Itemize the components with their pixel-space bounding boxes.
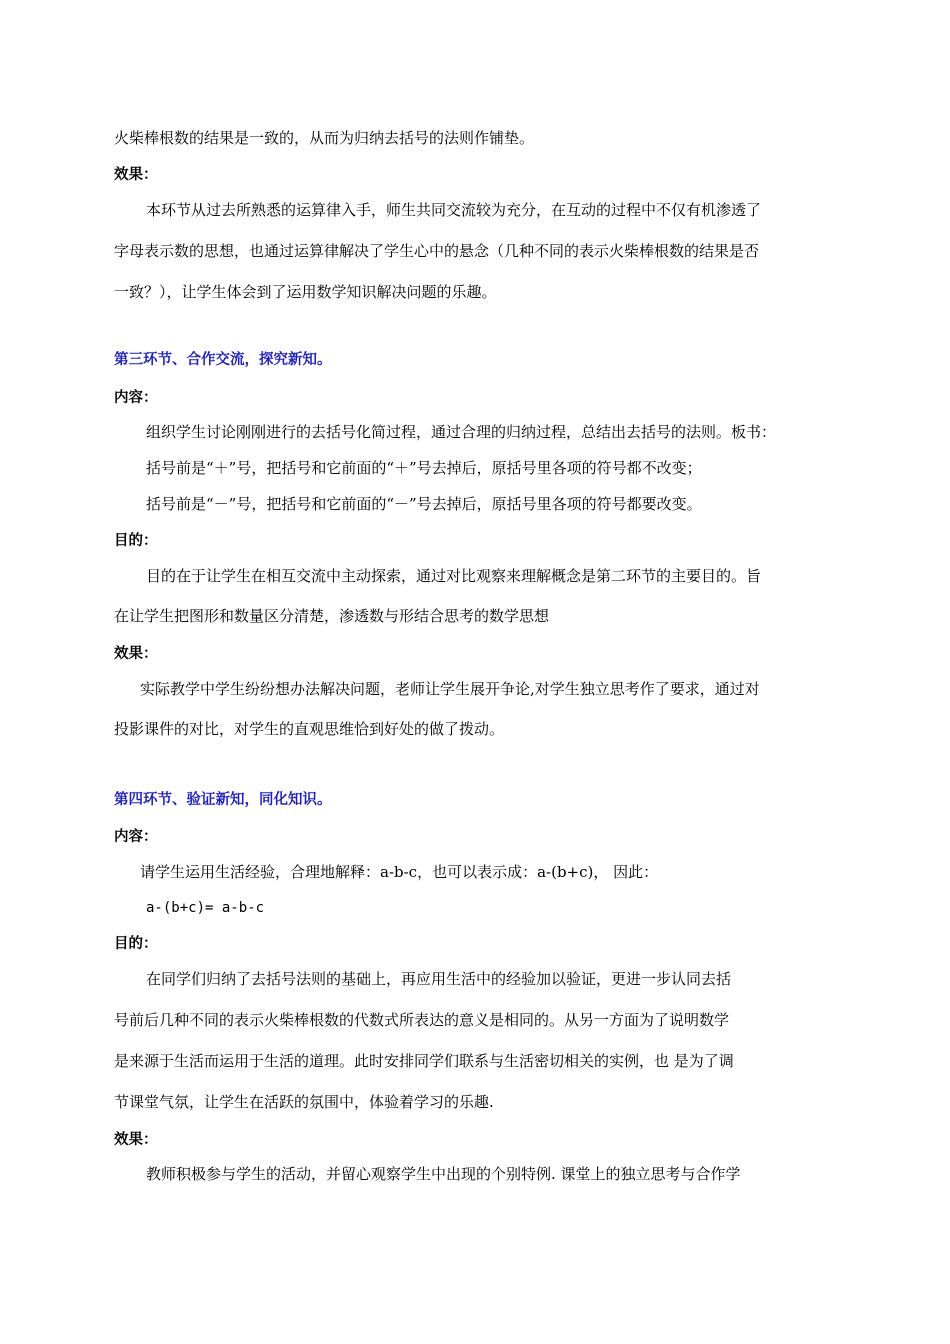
- paragraph-line: 教师积极参与学生的活动，并留心观察学生中出现的个别特例. 课堂上的独立思考与合作学: [146, 1165, 741, 1183]
- paragraph-line: 字母表示数的思想，也通过运算律解决了学生心中的悬念（几种不同的表示火柴棒根数的结果是否: [114, 242, 760, 260]
- effect-label: 效果：: [114, 1132, 158, 1148]
- effect-label: 效果：: [114, 167, 158, 183]
- section-heading: 第四环节、验证新知，同化知识。: [114, 792, 332, 808]
- purpose-label: 目的：: [114, 936, 158, 952]
- paragraph-line: 目的在于让学生在相互交流中主动探索，通过对比观察来理解概念是第二环节的主要目的。旨: [146, 567, 762, 585]
- paragraph-line: 节课堂气氛，让学生在活跃的氛围中，体验着学习的乐趣.: [114, 1093, 494, 1111]
- paragraph-line: 请学生运用生活经验，合理地解释：a-b-c，也可以表示成：a-(b+c)， 因此：: [140, 863, 659, 881]
- effect-label: 效果：: [114, 646, 158, 662]
- paragraph-line: 是来源于生活而运用于生活的道理。此时安排同学们联系与生活密切相关的实例，也 是为了调: [114, 1052, 734, 1070]
- rule-line: 括号前是“＋”号，把括号和它前面的“＋”号去掉后，原括号里各项的符号都不改变；: [146, 459, 702, 477]
- section-heading: 第三环节、合作交流，探究新知。: [114, 352, 332, 368]
- content-label: 内容：: [114, 390, 158, 406]
- paragraph-line: 实际教学中学生纷纷想办法解决问题，老师让学生展开争论,对学生独立思考作了要求，通过对: [140, 680, 760, 698]
- paragraph-line: 在让学生把图形和数量区分清楚，渗透数与形结合思考的数学思想: [114, 607, 550, 625]
- purpose-label: 目的：: [114, 533, 158, 549]
- paragraph-line: 在同学们归纳了去括号法则的基础上，再应用生活中的经验加以验证，更进一步认同去括: [146, 970, 732, 988]
- formula-line: a-(b+c)= a-b-c: [146, 900, 265, 916]
- content-label: 内容：: [114, 829, 158, 845]
- paragraph-line: 本环节从过去所熟悉的运算律入手，师生共同交流较为充分，在互动的过程中不仅有机渗透了: [146, 201, 762, 219]
- rule-line: 括号前是“－”号，把括号和它前面的“－”号去掉后，原括号里各项的符号都要改变。: [146, 495, 702, 513]
- paragraph-line: 号前后几种不同的表示火柴棒根数的代数式所表达的意义是相同的。从另一方面为了说明数学: [114, 1011, 730, 1029]
- paragraph-line: 火柴棒根数的结果是一致的，从而为归纳去括号的法则作铺垫。: [114, 129, 535, 147]
- paragraph-line: 一致？），让学生体会到了运用数学知识解决问题的乐趣。: [114, 283, 497, 301]
- paragraph-line: 投影课件的对比，对学生的直观思维恰到好处的做了拨动。: [114, 720, 505, 738]
- paragraph-line: 组织学生讨论刚刚进行的去括号化简过程，通过合理的归纳过程，总结出去括号的法则。板书：: [146, 423, 777, 441]
